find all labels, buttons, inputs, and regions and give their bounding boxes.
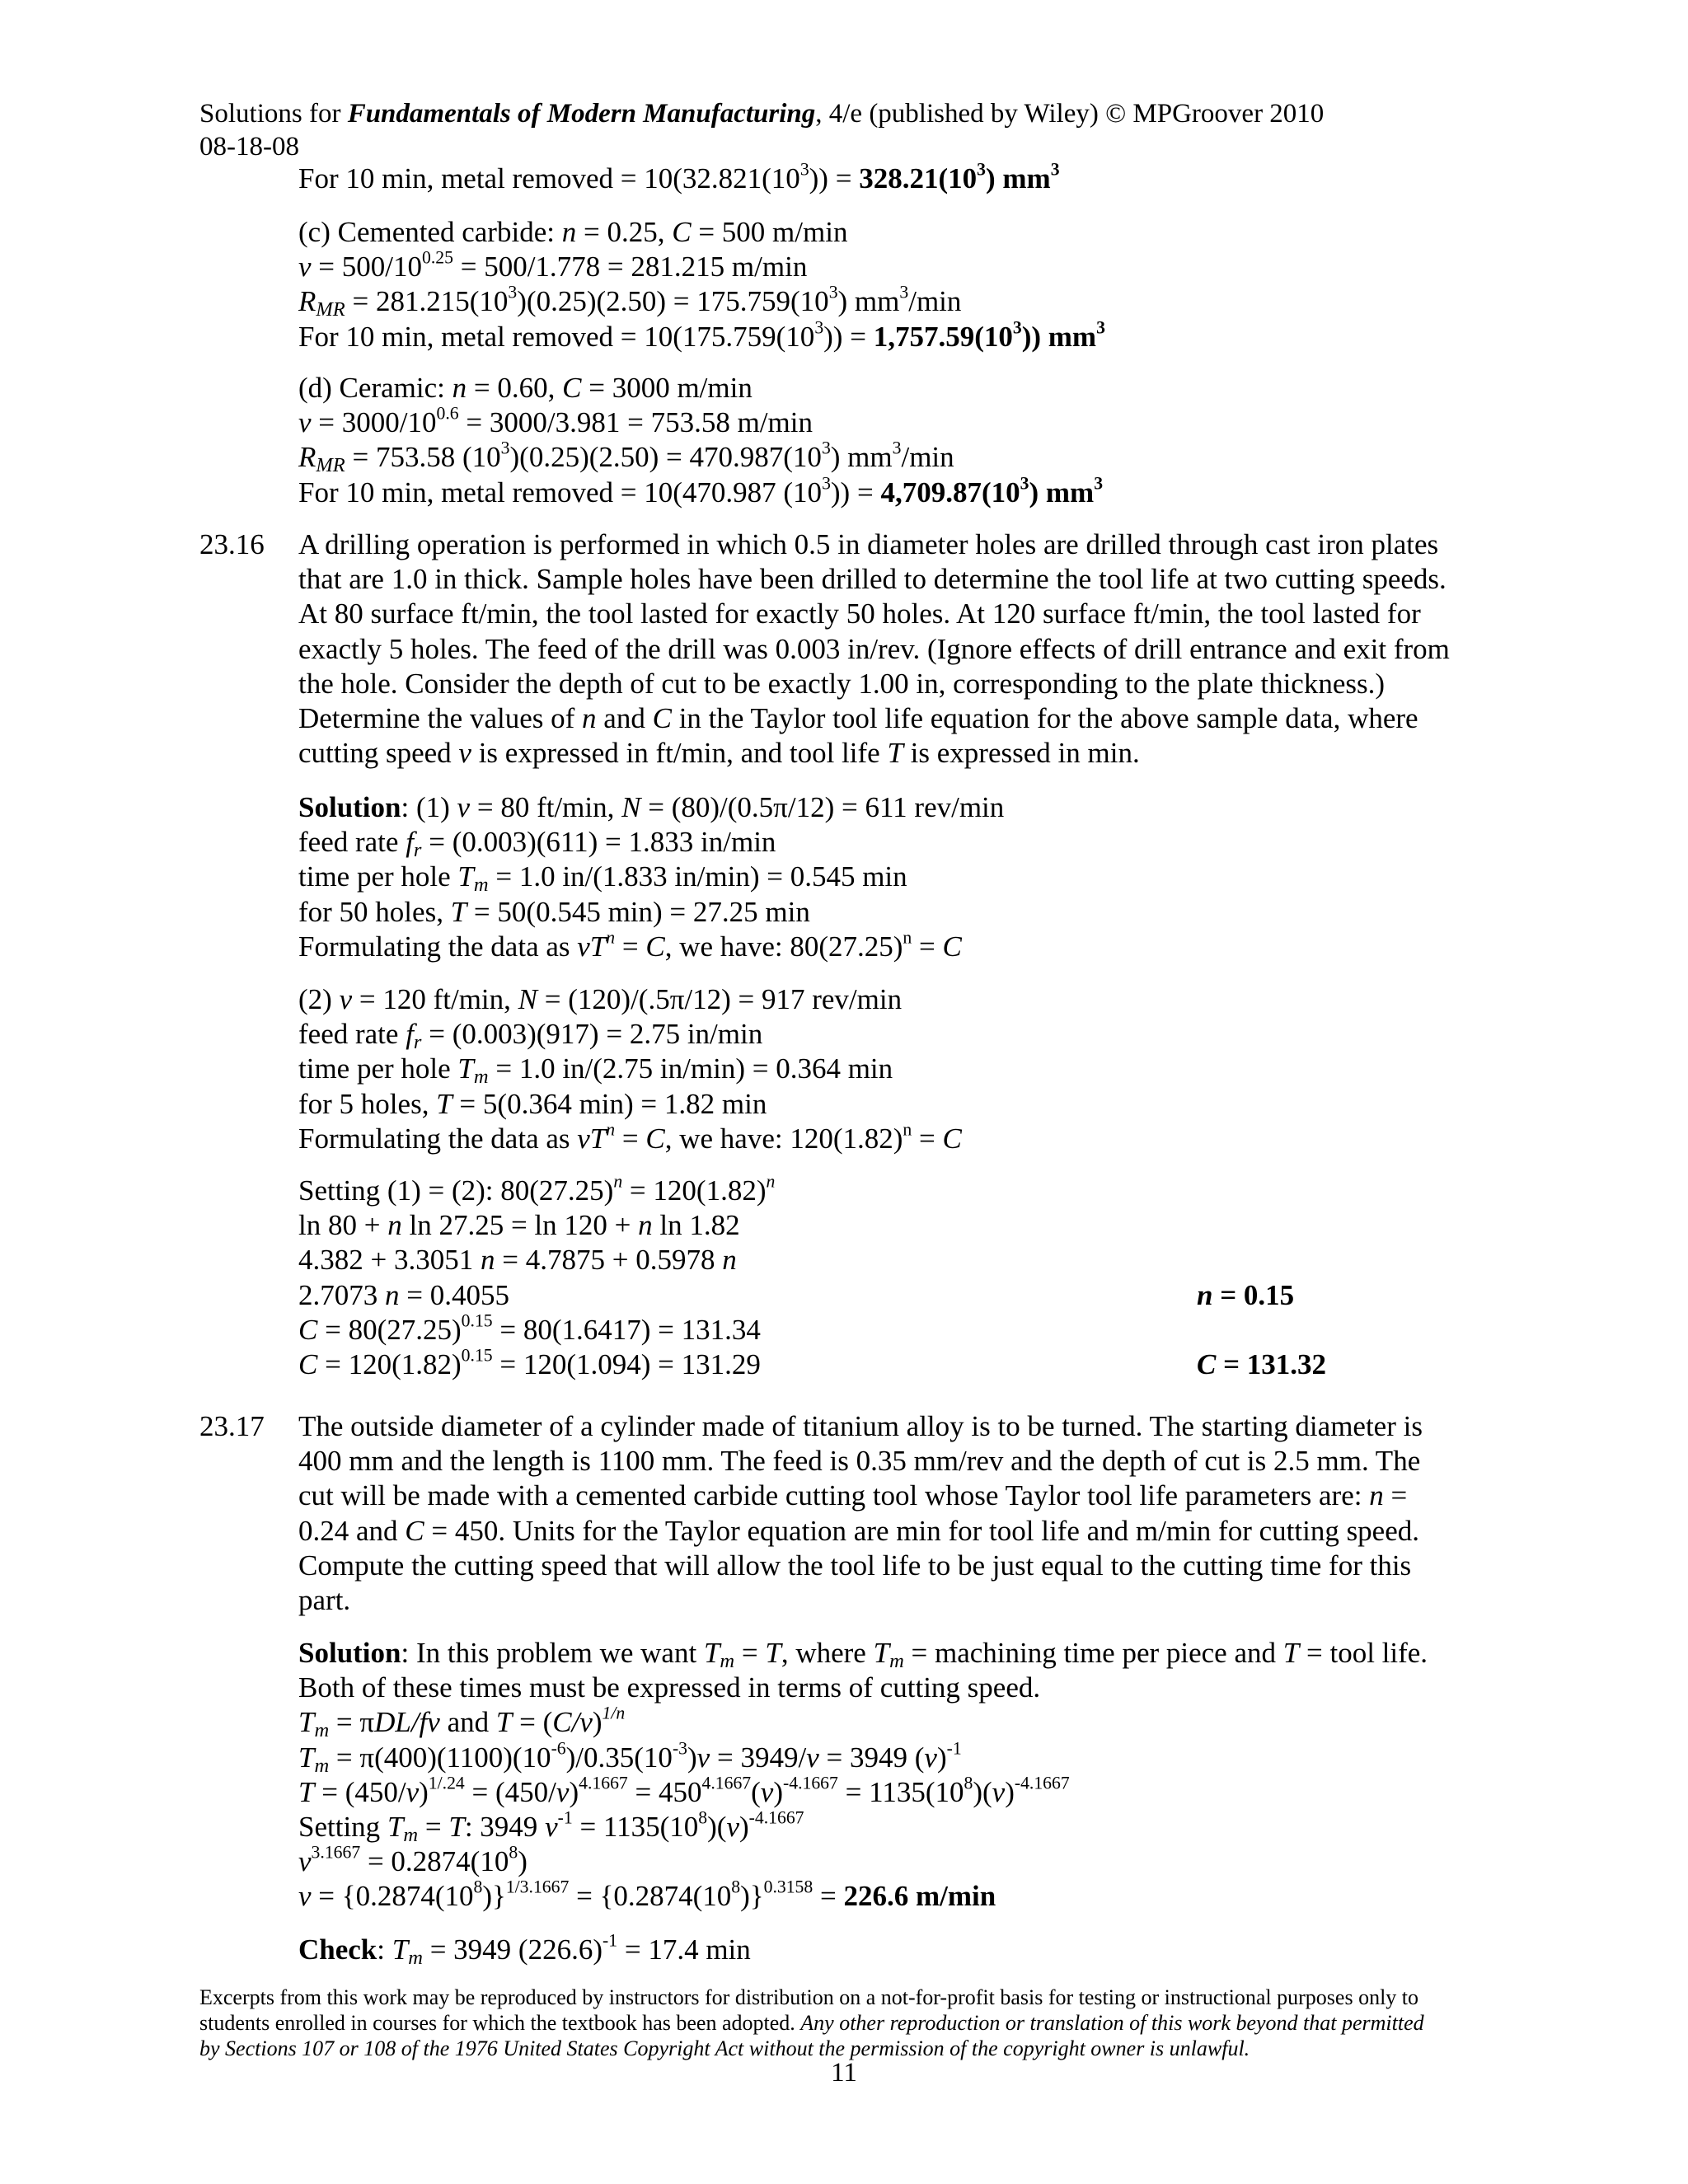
statement-line: the hole. Consider the depth of cut to be exactly 1.00 in, corresponding to the plate thickness.): [298, 667, 1386, 700]
copyright-footer: Excerpts from this work may be reproduced by instructors for distribution on a not-for-profit basis for testing or instructional purposes only to students enrolled in courses for which the textbook has been adopted. Any other reproduction or translation of this work beyond that permitted by Sections 107 or 108 of the 1976 United States Copyright Act without the permission of the copyright owner is unlawful.: [199, 1985, 1424, 2060]
cemented-carbide-title: (c) Cemented carbide: n = 0.25, C = 500 m/min: [298, 216, 848, 248]
check-label: Check: [298, 1933, 377, 1966]
problem-23-17-statement: [298, 1409, 1510, 1618]
statement-line: part.: [298, 1583, 351, 1616]
solution-23-17-check: Check: $T_m = 3949$ $(226.6)^{-1} = 17.4$ min: [298, 1930, 751, 1970]
statement-line: The outside diameter of a cylinder made of titanium alloy is to be turned. The starting diameter is: [298, 1410, 1423, 1442]
final-answer: 226.6 m/min: [843, 1880, 996, 1913]
cemented-carbide-v: $v = 500/10^{0.25} = 500/1.778 = 281.215$ m/min: [298, 247, 808, 284]
ceramic-removed: For 10 min, metal removed = 10(470.987 $(10^3)) = 4,709.87(10^3)$ $mm^3$: [298, 472, 1104, 509]
solution-23-16-part-1: Solution: (1) v = 80 ft/min, N = (80)/(0.5π/12) = 611 rev/min feed rate $f_r = (0.003)(611) = 1.833$ in/min time per hole $T_m = 1.0$ in/(1.833 in/min) = 0.545 min for 50 holes, T = 50(0.545 min) = 27.25 min Formulating the data as $vT^n = C$, we have: $80(27.25)^n = C$: [298, 791, 1005, 963]
ceramic-v: $v = 3000/10^{0.6} = 3000/3.981 = 753.58$ m/min: [298, 403, 813, 439]
answer-n: n = 0.15: [1197, 1278, 1295, 1311]
prev-solution-b: [298, 159, 1060, 196]
solution-23-16-part-2: (2) v = 120 ft/min, N = (120)/(.5π/12) = 917 rev/min feed rate $f_r = (0.003)(917) = 2.75$ in/min time per hole $T_m = 1.0$ in/(2.75 in/min) = 0.364 min for 5 holes, T = 5(0.364 min) = 1.82 min Formulating the data as $vT^n = C$, we have: $120(1.82)^n = C$: [298, 983, 962, 1155]
page-header: [199, 97, 1324, 163]
statement-line: Compute the cutting speed that will allow the tool life to be just equal to the cutting time for this: [298, 1549, 1412, 1582]
solution-23-17: Solution: In this problem we want $T_m = T$, where $T_m$ = machining time per piece and T = tool life. Both of these times must be expressed in terms of cutting speed. $T_m = \pi DL/fv$ and $T = (C/v)^{1/n}$ $T_m = \pi(400)(1100)(10^{-6})/0.35(10^{-3})v = 3949/v = 3949$ $(v)^{-1}$ $T = (450/v)^{1/.24} = (450/v)^{4.1667} = 450^{4.1667}(v)^{-4.1667} = 1135(10^8)(v)^{-4.1667}$ Setting $T_m = T$: 3949 $v^{-1} = 1135(10^8)(v)^{-4.1667}$ $v^{3.1667} = 0.2874(10^8)$ $v = \{0.2874(10^8)\}^{1/3.1667} = \{0.2874(10^8)\}^{0.3158} = 226.6$ m/min: [298, 1637, 1428, 1913]
statement-line: exactly 5 holes. The feed of the drill was 0.003 in/rev. (Ignore effects of drill entrance and exit from: [298, 632, 1450, 665]
ceramic-title: (d) Ceramic: n = 0.60, C = 3000 m/min: [298, 372, 753, 404]
solution-23-16-part-3: Setting (1) = (2): $80(27.25)^n = 120(1.82)^n$ ln 80 + n ln 27.25 = ln 120 + n ln 1.82 4.382 + 3.3051 n = 4.7875 + 0.5978 n 2.7073 n = 0.4055 n = 0.15 $C = 80(27.25)^{0.15} = 80(1.6417) = 131.34$ $C = 120(1.82)^{0.15} = 120(1.094) = 131.29$ C = 131.32: [298, 1174, 775, 1382]
page-number: 11: [831, 2058, 857, 2088]
statement-line: At 80 surface ft/min, the tool lasted for exactly 50 holes. At 120 surface ft/min, the tool lasted for: [298, 598, 1421, 630]
solution-label: Solution: [298, 791, 401, 823]
prev-solution-c: [298, 215, 1105, 354]
problem-number-23-17: 23.17: [199, 1410, 265, 1442]
statement-line: that are 1.0 in thick. Sample holes have been drilled to determine the tool life at two cutting speeds.: [298, 563, 1447, 596]
statement-line: A drilling operation is performed in which 0.5 in diameter holes are drilled through cast iron plates: [298, 528, 1439, 560]
solution-label: Solution: [298, 1637, 401, 1669]
book-title: Fundamentals of Modern Manufacturing: [347, 99, 816, 129]
cemented-carbide-rmr: $R_{MR} = 281.215(10^3)(0.25)(2.50) = 175.759(10^3)$ $mm^3/\min$: [298, 282, 962, 321]
prev-solution-d: [298, 371, 1103, 510]
answer-C: C = 131.32: [1197, 1347, 1327, 1380]
ceramic-rmr: $R_{MR} = 753.58$ $(10^3)(0.25)(2.50) = 470.987(10^3)$ $mm^3/\min$: [298, 438, 954, 477]
statement-line: 400 mm and the length is 1100 mm. The feed is 0.35 mm/rev and the depth of cut is 2.5 mm. The: [298, 1445, 1421, 1478]
statement-line: cutting speed v is expressed in ft/min, and tool life T is expressed in min.: [298, 737, 1140, 770]
header-line-1: Solutions for Fundamentals of Modern Manufacturing, 4/e (published by Wiley) © MPGroover 2010: [199, 99, 1325, 129]
header-date: 08-18-08: [199, 132, 299, 162]
metal-removed-b: For 10 min, metal removed = $10(32.821(10^3)) = 328.21(10^3)$ $mm^3$: [298, 159, 1060, 194]
cemented-carbide-removed: For 10 min, metal removed = $10(175.759(10^3)) = 1,757.59(10^3)$) $mm^3$: [298, 316, 1105, 353]
problem-23-16-statement: [298, 527, 1510, 771]
problem-number-23-16: 23.16: [199, 528, 265, 560]
statement-line: Determine the values of n and C in the Taylor tool life equation for the above sample data, where: [298, 701, 1418, 734]
statement-line: 0.24 and C = 450. Units for the Taylor equation are min for tool life and m/min for cutting speed.: [298, 1514, 1420, 1547]
statement-line: cut will be made with a cemented carbide cutting tool whose Taylor tool life parameters are: n =: [298, 1479, 1408, 1512]
